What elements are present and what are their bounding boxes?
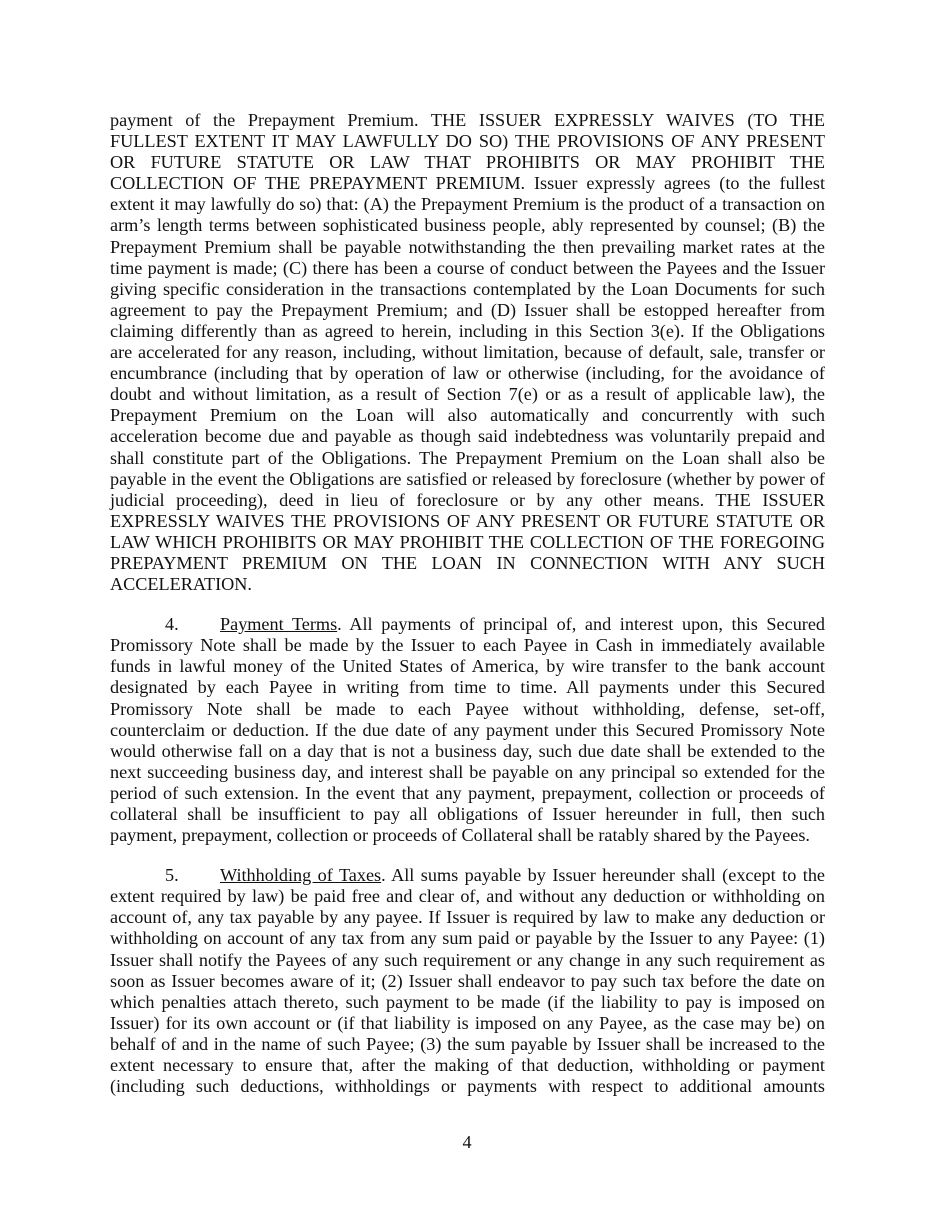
text-line: doubt and without limitation, as a result of Section 7(e) or as a result of applicable law), the xyxy=(110,384,825,405)
line-text: . All payments of principal of, and interest upon, this Secured xyxy=(337,614,826,635)
text-line: funds in lawful money of the United States of America, by wire transfer to the bank account xyxy=(110,656,825,677)
text-line: collateral shall be insufficient to pay all obligations of Issuer hereunder in full, then such xyxy=(110,804,825,824)
text-line: next succeeding business day, and interest shall be payable on any principal so extended for the xyxy=(110,761,825,782)
text-line: counterclaim or deduction. If the due date of any payment under this Secured Promissory Note xyxy=(110,719,825,740)
paragraph xyxy=(110,614,825,846)
text-line: shall constitute part of the Obligations. The Prepayment Premium on the Loan shall also be xyxy=(110,447,825,468)
text-line: designated by each Payee in writing from time to time. All payments under this Secured xyxy=(110,677,825,698)
text-line: giving specific consideration in the transactions contemplated by the Loan Documents for such xyxy=(110,278,825,299)
text-line: are accelerated for any reason, including, without limitation, because of default, sale, transfer or xyxy=(110,342,825,363)
text-line: soon as Issuer becomes aware of it; (2) Issuer shall endeavor to pay such tax before the date on xyxy=(110,970,825,991)
text-line: Prepayment Premium on the Loan will also automatically and concurrently with such xyxy=(110,405,825,426)
text-line: arm’s length terms between sophisticated business people, ably represented by counsel; (B) the xyxy=(110,215,825,236)
text-line: judicial proceeding), deed in lieu of foreclosure or by any other means. THE ISSUER xyxy=(110,489,825,510)
text-line: would otherwise fall on a day that is not a business day, such due date shall be extended to the xyxy=(110,740,825,761)
text-line: extent necessary to ensure that, after the making of that deduction, withholding or payment xyxy=(110,1055,825,1076)
text-line: withholding on account of any tax from any sum paid or payable by the Issuer to any Payee: (1) xyxy=(110,928,825,949)
section-heading: Withholding of Taxes xyxy=(220,865,382,886)
document-body xyxy=(110,110,825,1116)
paragraph xyxy=(110,110,825,595)
text-line: extent required by law) be paid free and clear of, and without any deduction or withholding on xyxy=(110,886,825,907)
text-line: payment, prepayment, collection or proceeds of Collateral shall be ratably shared by the Payees. xyxy=(110,825,810,846)
text-line: Promissory Note shall be made by the Issuer to each Payee in Cash in immediately available xyxy=(110,635,825,656)
section-heading: Payment Terms xyxy=(220,614,338,635)
text-line: Prepayment Premium shall be payable notwithstanding the then prevailing market rates at the xyxy=(110,236,825,257)
page-number: 4 xyxy=(462,1132,472,1152)
text-line: ACCELERATION. xyxy=(110,574,252,595)
text-line: agreement to pay the Prepayment Premium; and (D) Issuer shall be estopped hereafter from xyxy=(110,299,825,320)
line-text: . All sums payable by Issuer hereunder shall (except to the xyxy=(381,865,825,886)
text-line: payable in the event the Obligations are satisfied or released by foreclosure (whether by power of xyxy=(110,468,825,489)
text-line: PREPAYMENT PREMIUM ON THE LOAN IN CONNECTION WITH ANY SUCH xyxy=(110,552,825,573)
text-line: COLLECTION OF THE PREPAYMENT PREMIUM. Issuer expressly agrees (to the fullest xyxy=(110,173,825,194)
text-line: OR FUTURE STATUTE OR LAW THAT PROHIBITS OR MAY PROHIBIT THE xyxy=(110,152,825,173)
text-line: payment of the Prepayment Premium. THE ISSUER EXPRESSLY WAIVES (TO THE xyxy=(110,110,825,130)
section-number: 5. xyxy=(165,865,179,886)
text-line: which penalties attach thereto, such payment to be made (if the liability to pay is imposed on xyxy=(110,991,825,1012)
text-line: claiming differently than as agreed to herein, including in this Section 3(e). If the Obligations xyxy=(110,320,825,341)
text-line: FULLEST EXTENT IT MAY LAWFULLY DO SO) THE PROVISIONS OF ANY PRESENT xyxy=(110,131,825,152)
text-line: Issuer shall notify the Payees of any such requirement or any change in any such requirement as xyxy=(110,949,825,970)
text-line xyxy=(110,614,825,635)
text-line: period of such extension. In the event that any payment, prepayment, collection or proceeds of xyxy=(110,782,825,803)
text-line: extent it may lawfully do so) that: (A) the Prepayment Premium is the product of a transaction on xyxy=(110,194,825,215)
text-line: Promissory Note shall be made to each Payee without withholding, defense, set-off, xyxy=(110,698,825,719)
text-line: behalf of and in the name of such Payee; (3) the sum payable by Issuer shall be increased to the xyxy=(110,1033,825,1054)
text-line: encumbrance (including that by operation of law or otherwise (including, for the avoidance of xyxy=(110,363,825,384)
text-line: account of, any tax payable by any payee. If Issuer is required by law to make any deduction or xyxy=(110,907,825,928)
paragraph xyxy=(110,865,825,1097)
text-line: (including such deductions, withholdings or payments with respect to additional amounts xyxy=(110,1076,825,1097)
text-line: LAW WHICH PROHIBITS OR MAY PROHIBIT THE COLLECTION OF THE FOREGOING xyxy=(110,531,825,552)
text-line: time payment is made; (C) there has been a course of conduct between the Payees and the Issuer xyxy=(110,257,825,278)
text-line xyxy=(110,865,825,886)
text-line: acceleration become due and payable as though said indebtedness was voluntarily prepaid and xyxy=(110,426,825,447)
text-line: Issuer) for its own account or (if that liability is imposed on any Payee, as the case may be) on xyxy=(110,1012,825,1033)
section-number: 4. xyxy=(165,614,179,635)
text-line: EXPRESSLY WAIVES THE PROVISIONS OF ANY PRESENT OR FUTURE STATUTE OR xyxy=(110,510,825,531)
